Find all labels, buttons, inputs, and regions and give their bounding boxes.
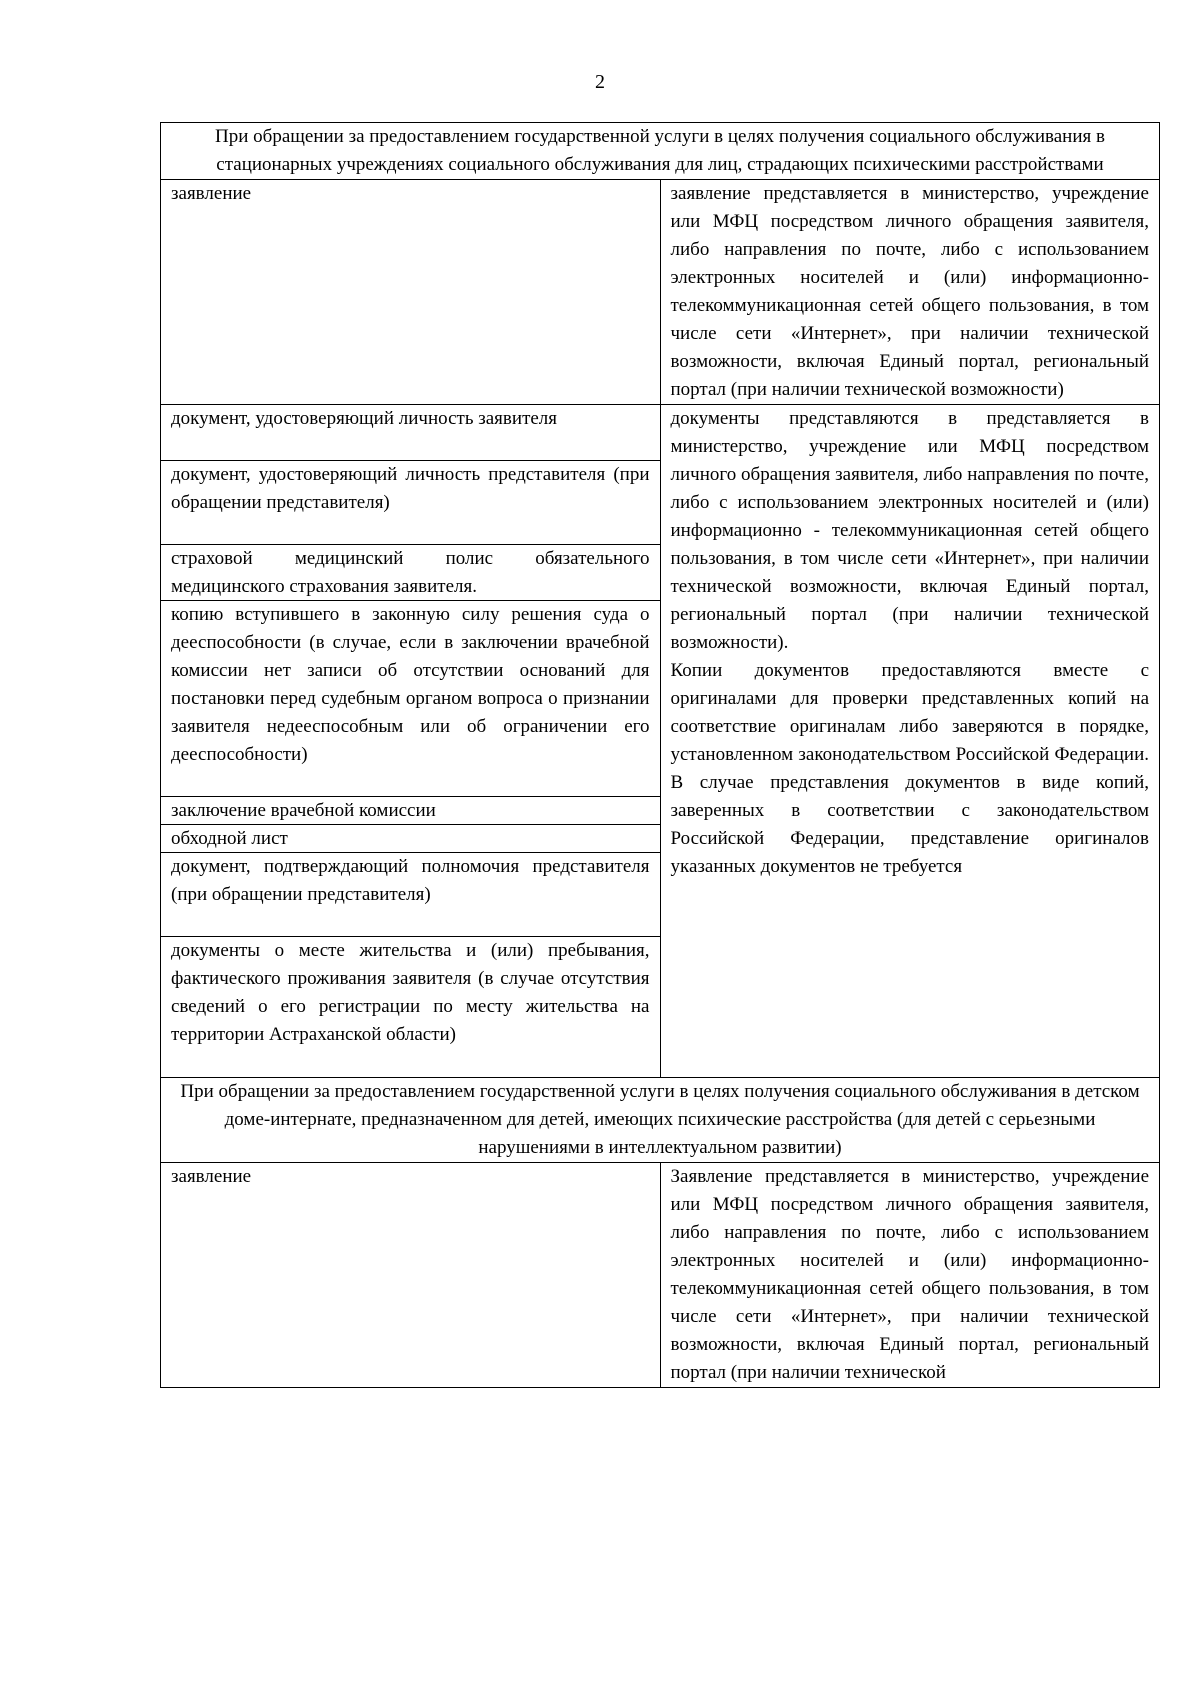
section-1-header: При обращении за предоставлением государственной услуги в целях получения социального обслуживания в стационарных учреждениях социального обслуживания для лиц, страдающих психическими расстройствами <box>161 123 1160 180</box>
document-item: заключение врачебной комиссии <box>161 797 660 825</box>
document-item: страховой медицинский полис обязательного медицинского страхования заявителя. <box>161 545 660 601</box>
application-procedure-cell: заявление представляется в министерство, учреждение или МФЦ посредством личного обращения заявителя, либо направления по почте, либо с использованием электронных носителей и (или) информационно-телекоммуникационная сетей общего пользования, в том числе сети «Интернет», при наличии технической возможности, включая Единый портал, региональный портал (при наличии технической возможности) <box>660 180 1160 405</box>
section-2-header: При обращении за предоставлением государственной услуги в целях получения социального обслуживания в детском доме-интернате, предназначенном для детей, имеющих психические расстройства (для детей с серьезными нарушениями в интеллектуальном развитии) <box>161 1078 1160 1163</box>
page-number: 2 <box>595 71 605 93</box>
application-procedure-cell: Заявление представляется в министерство, учреждение или МФЦ посредством личного обращения заявителя, либо направления по почте, либо с использованием электронных носителей и (или) информационно-телекоммуникационная сетей общего пользования, в том числе сети «Интернет», при наличии технической возможности, включая Единый портал, региональный портал (при наличии технической <box>660 1163 1160 1388</box>
application-document-cell: заявление <box>161 180 661 405</box>
document-item: документ, удостоверяющий личность заявителя <box>161 405 660 461</box>
document-item: документ, удостоверяющий личность представителя (при обращении представителя) <box>161 461 660 545</box>
documents-procedure-cell <box>660 405 1160 1078</box>
document-item: документы о месте жительства и (или) пребывания, фактического проживания заявителя (в случае отсутствия сведений о его регистрации по месту жительства на территории Астраханской области) <box>171 940 650 1045</box>
documents-table <box>160 122 1160 1388</box>
document-item: копию вступившего в законную силу решения суда о дееспособности (в случае, если в заключении врачебной комиссии нет записи об отсутствии оснований для постановки перед судебным органом вопроса о признании заявителя недееспособным или об ограничении его дееспособности) <box>161 601 660 797</box>
section-2-header-row <box>161 1078 1160 1163</box>
application-document-cell: заявление <box>161 1163 661 1388</box>
documents-procedure-text: документы представляются в представляется в министерство, учреждение или МФЦ посредством личного обращения заявителя, либо направления по почте, либо с использованием электронных носителей и (или) информационно - телекоммуникационная сетей общего пользования, в том числе сети «Интернет», при наличии технической возможности, включая Единый портал, региональный портал (при наличии технической возможности). <box>670 408 1149 653</box>
document-item: документ, подтверждающий полномочия представителя (при обращении представителя) <box>161 853 660 937</box>
section-1-application-row <box>161 180 1160 405</box>
copies-note-text: Копии документов предоставляются вместе с оригиналами для проверки представленных копий на соответствие оригиналам либо заверяются в порядке, установленном законодательством Российской Федерации. В случае представления документов в виде копий, заверенных в соответствии с законодательством Российской Федерации, представление оригиналов указанных документов не требуется <box>670 660 1149 877</box>
document-item: обходной лист <box>161 825 660 853</box>
section-1-header-row <box>161 123 1160 180</box>
section-2-application-row <box>161 1163 1160 1388</box>
section-1-documents-row <box>161 405 1160 1078</box>
documents-list-cell <box>161 405 661 1078</box>
